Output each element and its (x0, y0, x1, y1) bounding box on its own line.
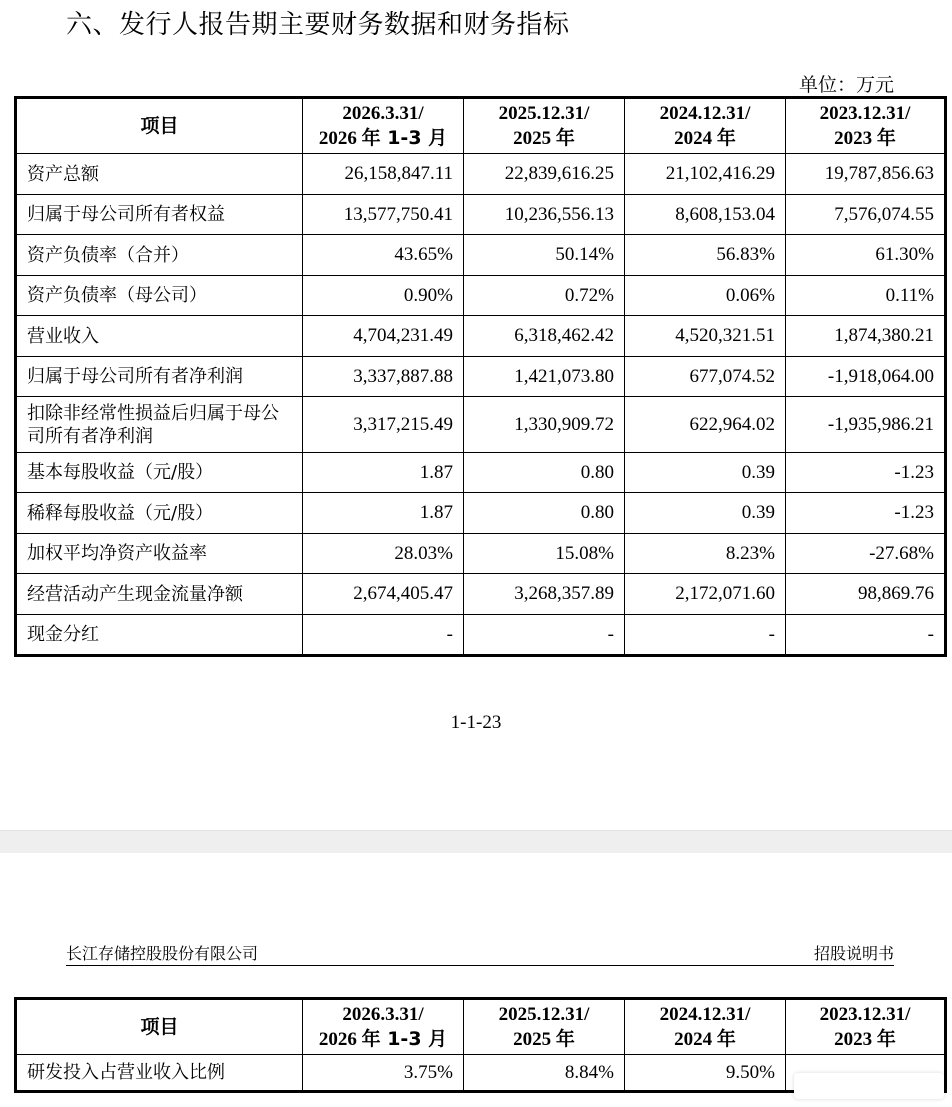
row-label: 加权平均净资产收益率 (16, 534, 303, 574)
header-col-1: 2025.12.31/ 2025 年 (464, 999, 625, 1055)
cell-value: 1,421,073.80 (464, 357, 625, 397)
cell-value: 26,158,847.11 (303, 154, 464, 195)
cell-value: 22,839,616.25 (464, 154, 625, 195)
cell-value: 7,576,074.55 (786, 195, 946, 235)
cell-value: 50.14% (464, 235, 625, 276)
cell-value: 0.90% (303, 276, 464, 316)
cell-value: 8,608,153.04 (625, 195, 786, 235)
header-col-0: 2026.3.31/ 2026 年 1-3 月 (303, 999, 464, 1055)
cell-value: 4,520,321.51 (625, 316, 786, 357)
cell-value: 8.84% (464, 1055, 625, 1092)
row-label: 经营活动产生现金流量净额 (16, 574, 303, 615)
row-label: 归属于母公司所有者净利润 (16, 357, 303, 397)
section-title: 六、发行人报告期主要财务数据和财务指标 (66, 10, 570, 40)
cell-value: 3.75% (303, 1055, 464, 1092)
row-label: 扣除非经常性损益后归属于母公司所有者净利润 (16, 397, 303, 453)
header-col-3: 2023.12.31/ 2023 年 (786, 999, 946, 1055)
cell-value: 622,964.02 (625, 397, 786, 453)
cell-value: 677,074.52 (625, 357, 786, 397)
cell-value: -1,918,064.00 (786, 357, 946, 397)
table-row (16, 397, 946, 453)
cell-value: 2,172,071.60 (625, 574, 786, 615)
cell-value: 0.72% (464, 276, 625, 316)
document-page-2 (0, 853, 952, 1107)
cell-value: 0.39 (625, 493, 786, 534)
cell-value: - (786, 615, 946, 656)
cell-value: 10,236,556.13 (464, 195, 625, 235)
cell-value: 0.80 (464, 453, 625, 493)
table-row (16, 154, 946, 195)
page-gap (0, 830, 952, 854)
cell-value: 0.06% (625, 276, 786, 316)
table-row (16, 453, 946, 493)
running-header (66, 941, 894, 966)
header-col-3: 2023.12.31/ 2023 年 (786, 98, 946, 154)
cell-value: -27.68% (786, 534, 946, 574)
cell-value: 9.50% (625, 1055, 786, 1092)
cell-value: - (303, 615, 464, 656)
table-row (16, 276, 946, 316)
table-row (16, 534, 946, 574)
cell-value: 3,337,887.88 (303, 357, 464, 397)
header-col-2: 2024.12.31/ 2024 年 (625, 999, 786, 1055)
cell-value: 1,874,380.21 (786, 316, 946, 357)
cell-value: 8.23% (625, 534, 786, 574)
overlay-widget[interactable] (794, 1073, 944, 1099)
cell-value: 2,674,405.47 (303, 574, 464, 615)
document-type: 招股说明书 (813, 944, 894, 963)
cell-value: 19,787,856.63 (786, 154, 946, 195)
row-label: 资产负债率（合并） (16, 235, 303, 276)
cell-value: 0.39 (625, 453, 786, 493)
table-row (16, 493, 946, 534)
row-label: 营业收入 (16, 316, 303, 357)
cell-value: - (625, 615, 786, 656)
header-col-1: 2025.12.31/ 2025 年 (464, 98, 625, 154)
table-row (16, 195, 946, 235)
cell-value: 43.65% (303, 235, 464, 276)
table-row (16, 316, 946, 357)
row-label: 现金分红 (16, 615, 303, 656)
table-row (16, 615, 946, 656)
cell-value: 1.87 (303, 453, 464, 493)
table-row (16, 357, 946, 397)
cell-value: 15.08% (464, 534, 625, 574)
cell-value: 6,318,462.42 (464, 316, 625, 357)
cell-value: - (464, 615, 625, 656)
row-label: 研发投入占营业收入比例 (16, 1055, 303, 1092)
cell-value: 3,268,357.89 (464, 574, 625, 615)
cell-value: 28.03% (303, 534, 464, 574)
row-label: 归属于母公司所有者权益 (16, 195, 303, 235)
table-row (16, 235, 946, 276)
cell-value: 13,577,750.41 (303, 195, 464, 235)
row-label: 资产总额 (16, 154, 303, 195)
header-col-0: 2026.3.31/ 2026 年 1-3 月 (303, 98, 464, 154)
cell-value: -1.23 (786, 493, 946, 534)
row-label: 稀释每股收益（元/股） (16, 493, 303, 534)
cell-value: 98,869.76 (786, 574, 946, 615)
company-name: 长江存储控股股份有限公司 (66, 944, 259, 963)
cell-value: 1.87 (303, 493, 464, 534)
cell-value: -1.23 (786, 453, 946, 493)
header-item: 项目 (16, 999, 303, 1055)
row-label: 基本每股收益（元/股） (16, 453, 303, 493)
row-label: 资产负债率（母公司） (16, 276, 303, 316)
unit-label: 单位：万元 (798, 74, 894, 96)
cell-value: 21,102,416.29 (625, 154, 786, 195)
cell-value: 1,330,909.72 (464, 397, 625, 453)
cell-value: 0.11% (786, 276, 946, 316)
cell-value: 56.83% (625, 235, 786, 276)
cell-value: 0.80 (464, 493, 625, 534)
header-col-2: 2024.12.31/ 2024 年 (625, 98, 786, 154)
cell-value: 3,317,215.49 (303, 397, 464, 453)
cell-value: 61.30% (786, 235, 946, 276)
page-number: 1-1-23 (450, 712, 502, 733)
table-header-row (16, 98, 946, 154)
header-item: 项目 (16, 98, 303, 154)
table-header-row (16, 999, 946, 1055)
financial-data-table (14, 96, 947, 657)
cell-value: 4,704,231.49 (303, 316, 464, 357)
table-row (16, 574, 946, 615)
cell-value: -1,935,986.21 (786, 397, 946, 453)
